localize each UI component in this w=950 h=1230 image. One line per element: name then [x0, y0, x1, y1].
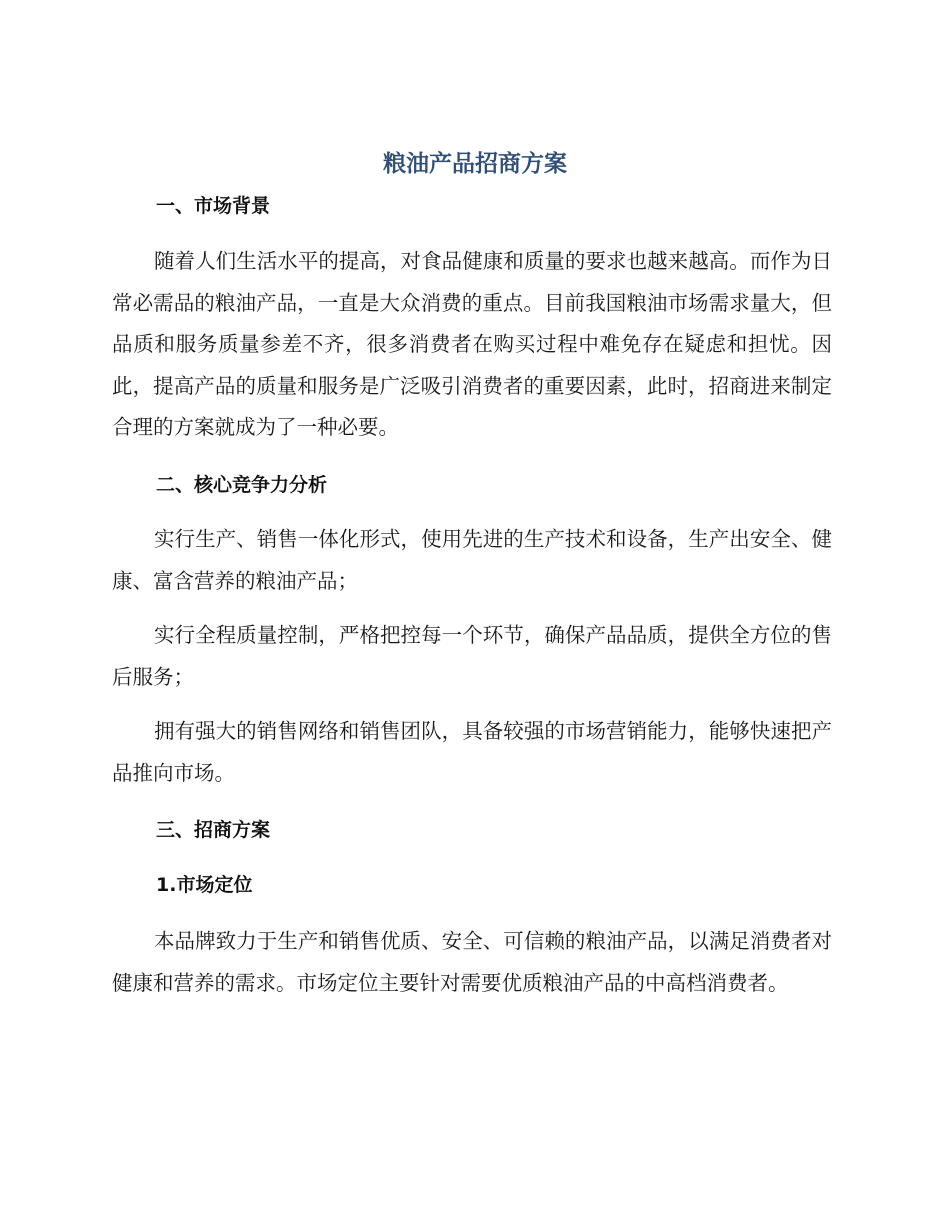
paragraph-market-background: 随着人们生活水平的提高，对食品健康和质量的要求也越来越高。而作为日常必需品的粮油产品，一直是大众消费的重点。目前我国粮油市场需求量大，但品质和服务质量参差不齐，很多消费者在购买过程中难免存在疑虑和担忧。因此，提高产品的质量和服务是广泛吸引消费者的重要因素，此时，招商进来制定合理的方案就成为了一种必要。 — [112, 249, 832, 439]
paragraph-competitiveness-1: 实行生产、销售一体化形式，使用先进的生产技术和设备，生产出安全、健康、富含营养的粮油产品； — [112, 527, 832, 593]
document-title: 粮油产品招商方案 — [383, 151, 567, 177]
section-heading-core-competitiveness: 二、核心竞争力分析 — [156, 474, 328, 496]
paragraph-competitiveness-3: 拥有强大的销售网络和销售团队，具备较强的市场营销能力，能够快速把产品推向市场。 — [112, 719, 832, 785]
section-heading-market-background: 一、市场背景 — [156, 195, 271, 217]
section-heading-investment-plan: 三、招商方案 — [156, 819, 271, 841]
subsection-heading-market-positioning: 1.市场定位 — [156, 874, 253, 896]
paragraph-market-positioning: 本品牌致力于生产和销售优质、安全、可信赖的粮油产品，以满足消费者对健康和营养的需求。市场定位主要针对需要优质粮油产品的中高档消费者。 — [112, 929, 832, 995]
paragraph-competitiveness-2: 实行全程质量控制，严格把控每一个环节，确保产品品质，提供全方位的售后服务； — [112, 623, 832, 689]
